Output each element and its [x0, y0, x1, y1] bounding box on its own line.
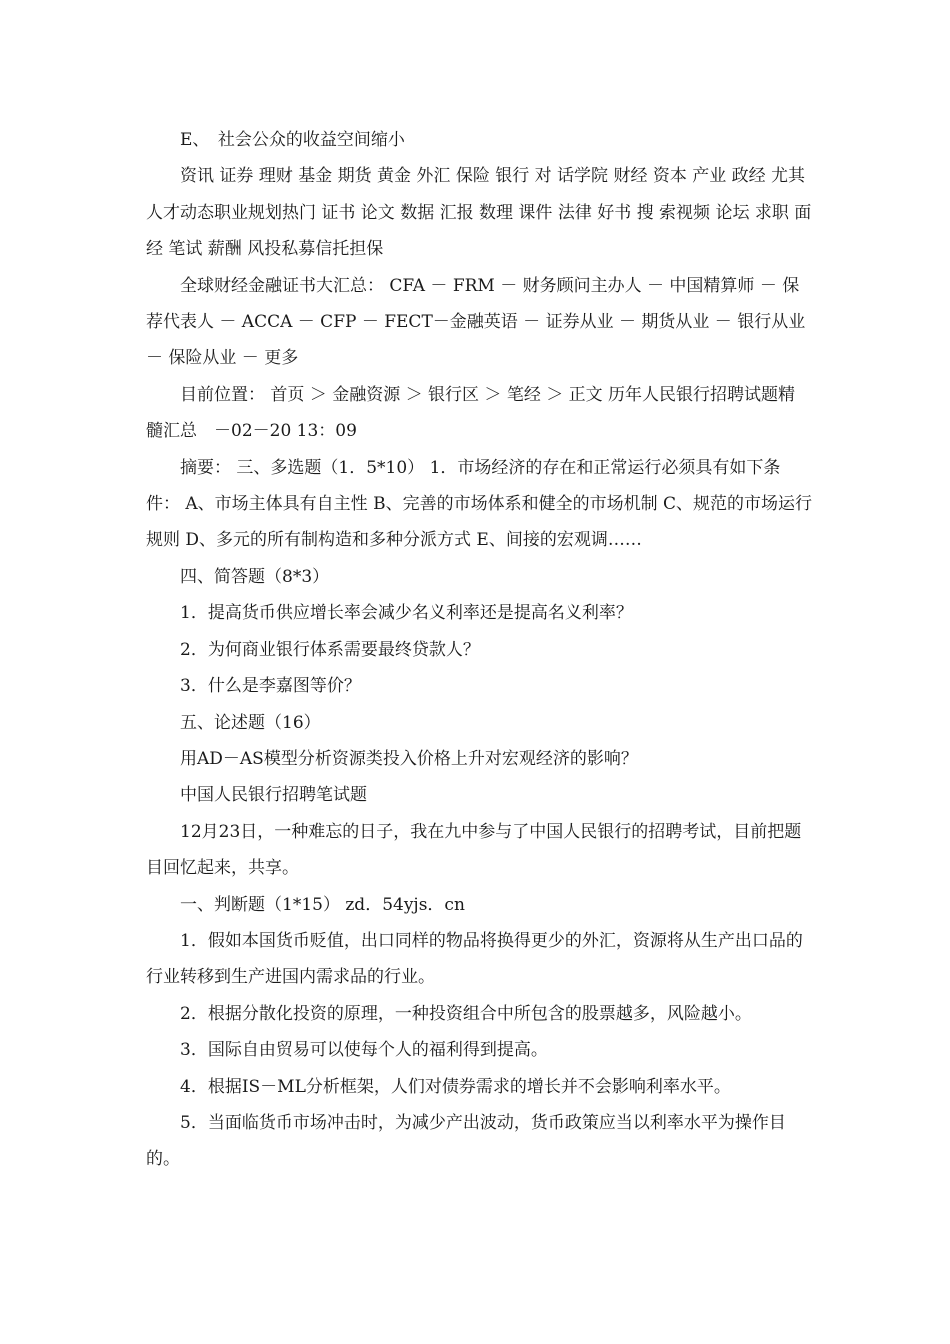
paragraph-intro: 12月23日，一种难忘的日子，我在九中参与了中国人民银行的招聘考试，目前把题目回忆起来，共享。	[146, 821, 802, 879]
paragraph-abstract: 摘要： 三、多选题（1．5*10） 1．市场经济的存在和正常运行必须具有如下条件： A、市场主体具有自主性 B、完善的市场体系和健全的市场机制 C、规范的市场运行规则 D、多元的所有制构造和多种分派方式 E、间接的宏观调……	[146, 457, 812, 551]
question-item: 1．假如本国货币贬值，出口同样的物品将换得更少的外汇，资源将从生产出口品的行业转移到生产进国内需求品的行业。	[146, 930, 803, 988]
section-heading-true-false: 一、判断题（1*15） zd．54yjs．cn	[180, 894, 465, 915]
question-item: 3．国际自由贸易可以使每个人的福利得到提高。	[180, 1040, 548, 1061]
section-title: 中国人民银行招聘笔试题	[180, 785, 367, 806]
question-item: 4．根据IS－ML分析框架，人们对债券需求的增长并不会影响利率水平。	[180, 1076, 731, 1097]
paragraph-option-e: E、 社会公众的收益空间缩小	[180, 130, 405, 150]
section-heading-short-answer: 四、简答题（8*3）	[180, 566, 330, 587]
question-item: 2．为何商业银行体系需要最终贷款人？	[180, 639, 480, 660]
question-item: 1．提高货币供应增长率会减少名义利率还是提高名义利率？	[180, 603, 633, 624]
paragraph-certificates: 全球财经金融证书大汇总： CFA － FRM － 财务顾问主办人 － 中国精算师 － 保荐代表人 － ACCA － CFP － FECT－金融英语 － 证券从业 － 期货从业 － 银行从业 － 保险从业 － 更多	[146, 275, 806, 369]
paragraph-breadcrumb: 目前位置： 首页 ＞ 金融资源 ＞ 银行区 ＞ 笔经 ＞ 正文 历年人民银行招聘试题精髓汇总 －02－20 13：09	[146, 384, 796, 442]
question-item: 3．什么是李嘉图等价？	[180, 676, 361, 697]
question-item: 用AD－AS模型分析资源类投入价格上升对宏观经济的影响？	[180, 748, 638, 769]
paragraph-site-categories: 资讯 证券 理财 基金 期货 黄金 外汇 保险 银行 对 话学院 财经 资本 产业 政经 尤其 人才动态职业规划热门 证书 论文 数据 汇报 数理 课件 法律 好书 搜 索视频 论坛 求职 面经 笔试 薪酬 风投私募信托担保	[146, 166, 812, 260]
question-item: 5．当面临货币市场冲击时，为减少产出波动，货币政策应当以利率水平为操作目的。	[146, 1112, 786, 1170]
section-heading-essay: 五、论述题（16）	[180, 712, 321, 733]
document-body	[146, 122, 812, 1178]
question-item: 2．根据分散化投资的原理，一种投资组合中所包含的股票越多，风险越小。	[180, 1003, 752, 1024]
